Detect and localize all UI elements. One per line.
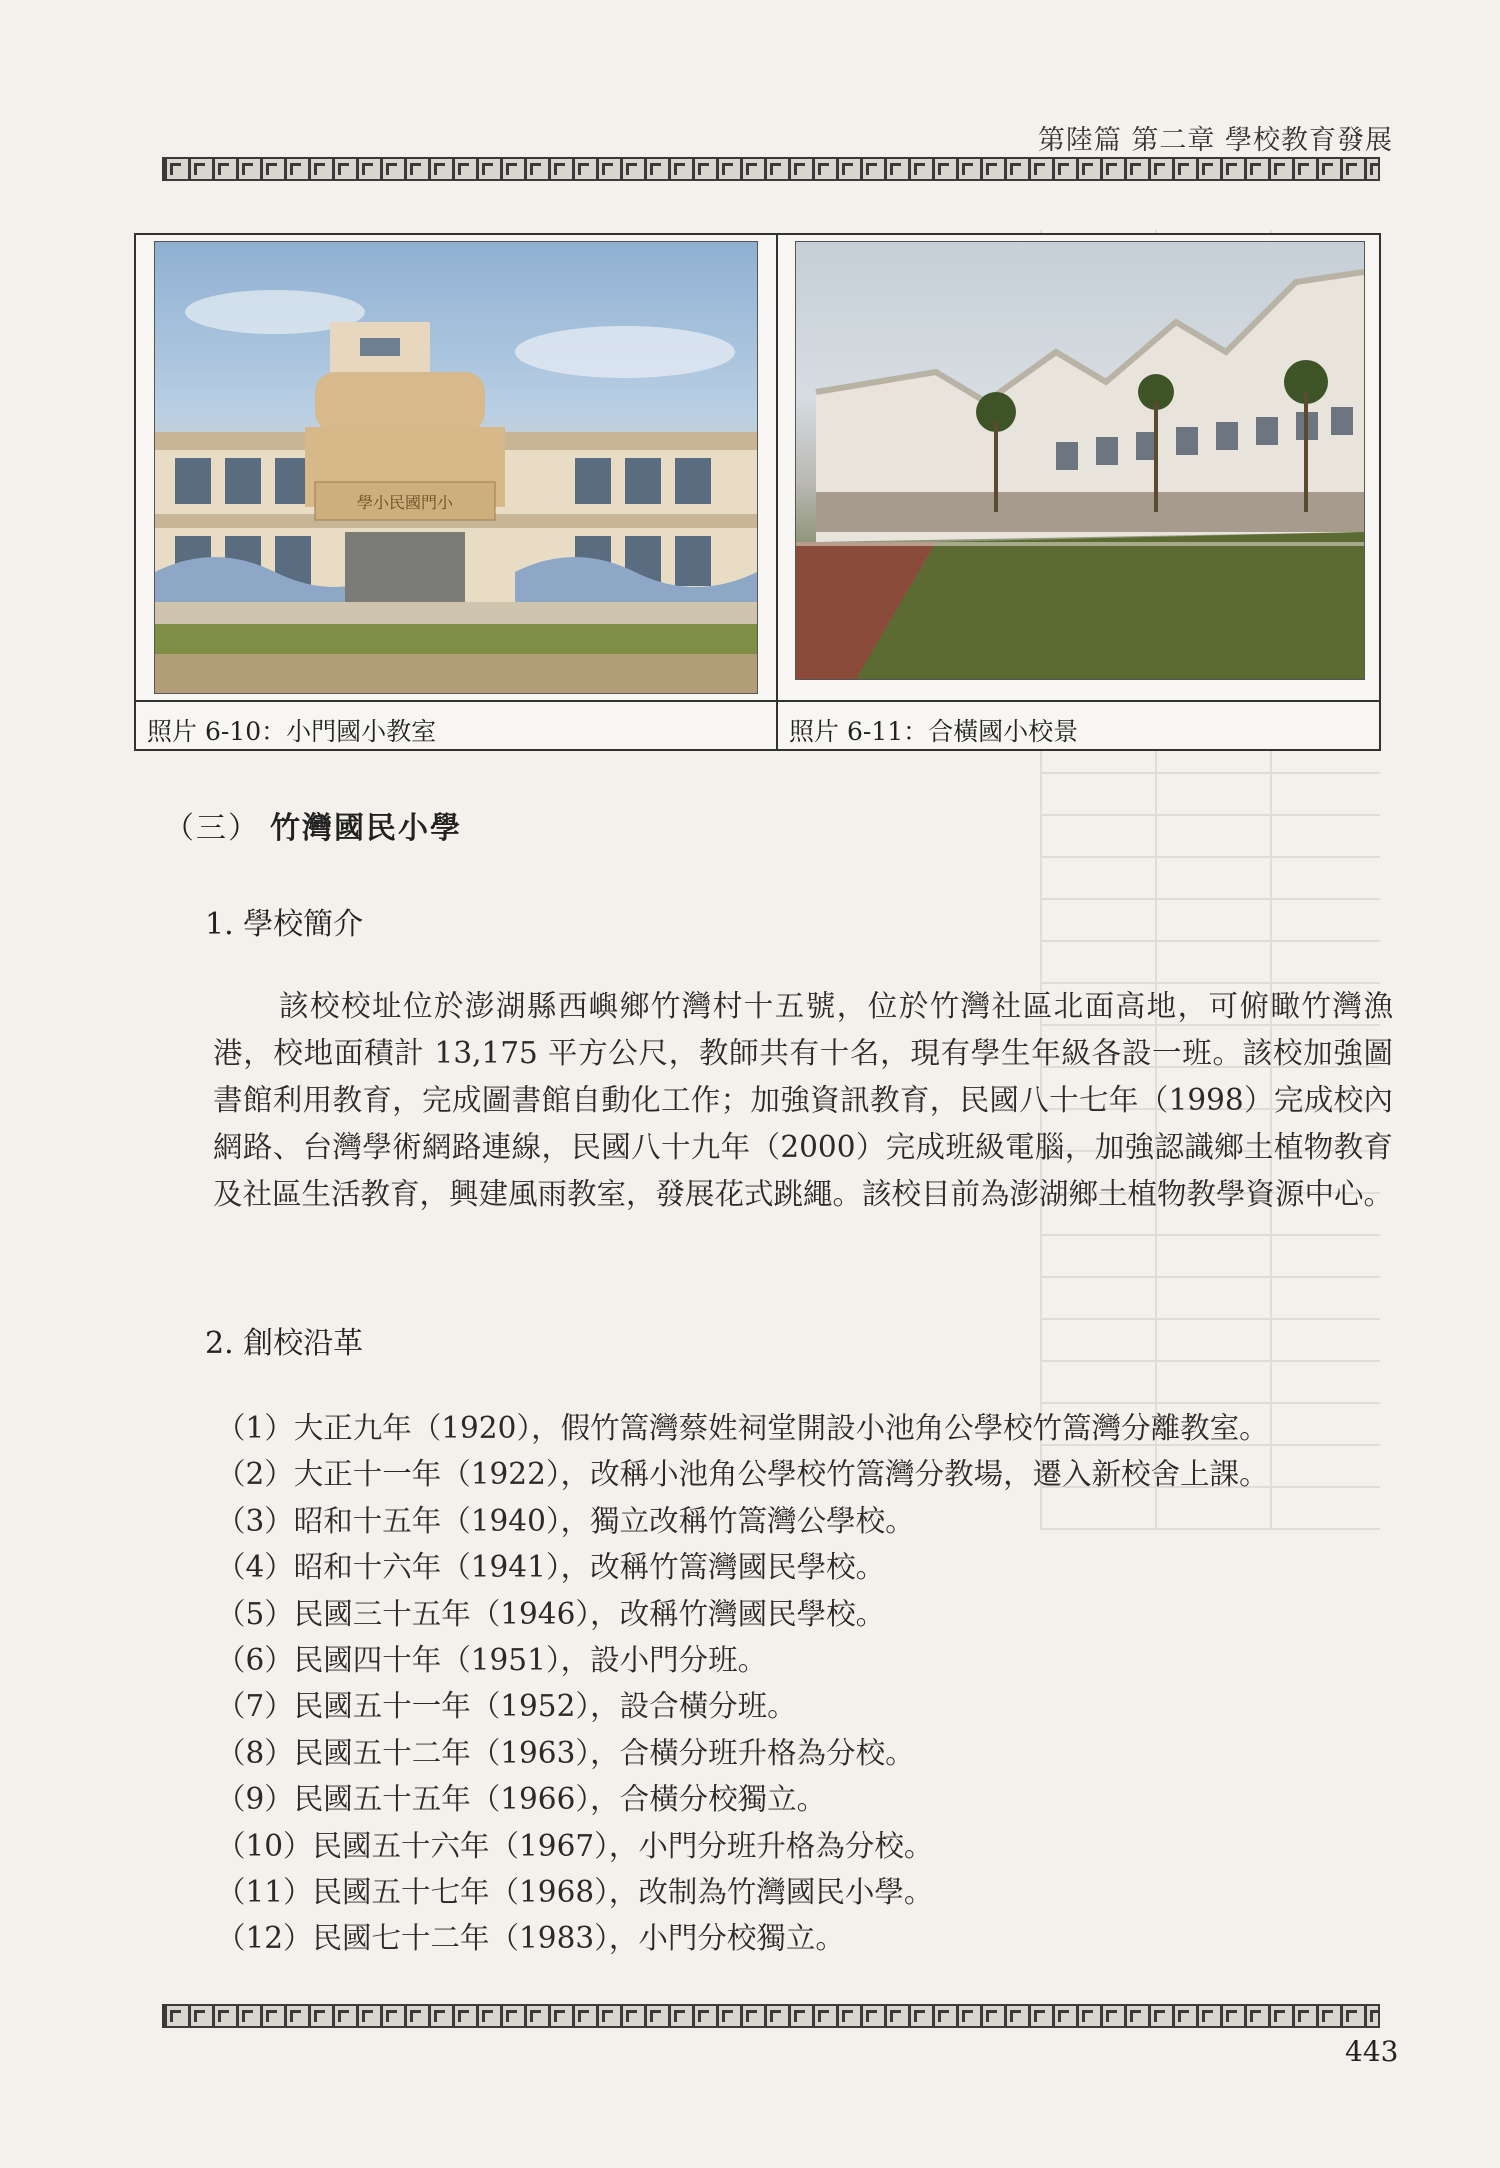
intro-text: 該校校址位於澎湖縣西嶼鄉竹灣村十五號，位於竹灣社區北面高地，可俯瞰竹灣漁港，校地面積計 13,175 平方公尺，教師共有十名，現有學生年級各設一班。該校加強圖書館利用教育，完成圖書館自動化工作；加強資訊教育，民國八十七年（1998）完成校內網路、台灣學術網路連線，民國八十九年（2000）完成班級電腦，加強認識鄉土植物教育及社區生活教育，興建風雨教室，發展花式跳繩。該校目前為澎湖鄉土植物教學資源中心。 bbox=[213, 989, 1394, 1211]
running-header: 第陸篇 第二章 學校教育發展 bbox=[1037, 125, 1393, 156]
photo-xiaomen-classroom bbox=[154, 241, 758, 694]
history-item: （2）大正十一年（1922），改稱小池角公學校竹篙灣分教場，遷入新校舍上課。 bbox=[216, 1457, 1269, 1492]
history-item: （8）民國五十二年（1963），合橫分班升格為分校。 bbox=[216, 1735, 915, 1770]
top-decorative-border bbox=[162, 157, 1380, 181]
intro-heading: 1. 學校簡介 bbox=[205, 907, 364, 942]
history-list bbox=[216, 1405, 1376, 1962]
section-number: （三） bbox=[164, 811, 260, 846]
history-item: （11）民國五十七年（1968），改制為竹灣國民小學。 bbox=[216, 1874, 934, 1909]
bottom-decorative-border bbox=[162, 2004, 1380, 2028]
intro-paragraph bbox=[213, 983, 1393, 1218]
history-item: （10）民國五十六年（1967），小門分班升格為分校。 bbox=[216, 1828, 934, 1863]
photo-caption-left: 照片 6-10：小門國小教室 bbox=[147, 717, 437, 746]
caption-rule bbox=[134, 700, 1381, 702]
section-title: 竹灣國民小學 bbox=[270, 811, 462, 846]
history-heading: 2. 創校沿革 bbox=[205, 1326, 364, 1361]
page-number: 443 bbox=[1345, 2035, 1399, 2068]
photo-heheng-campus bbox=[795, 241, 1365, 680]
history-item: （7）民國五十一年（1952），設合橫分班。 bbox=[216, 1689, 797, 1724]
campus-illustration bbox=[796, 242, 1364, 679]
history-item: （6）民國四十年（1951），設小門分班。 bbox=[216, 1642, 768, 1677]
school-building-illustration bbox=[155, 242, 757, 693]
history-item: （1）大正九年（1920），假竹篙灣蔡姓祠堂開設小池角公學校竹篙灣分離教室。 bbox=[216, 1411, 1269, 1445]
history-item: （3）昭和十五年（1940），獨立改稱竹篙灣公學校。 bbox=[216, 1503, 915, 1538]
history-item: （5）民國三十五年（1946），改稱竹灣國民學校。 bbox=[216, 1596, 886, 1631]
school-sign-text: 學小民國門小 bbox=[356, 493, 454, 512]
history-item: （9）民國五十五年（1966），合橫分校獨立。 bbox=[216, 1782, 827, 1817]
history-item: （4）昭和十六年（1941），改稱竹篙灣國民學校。 bbox=[216, 1550, 886, 1585]
photo-table-divider bbox=[776, 233, 778, 751]
photo-caption-right: 照片 6-11：合橫國小校景 bbox=[789, 717, 1079, 746]
history-item: （12）民國七十二年（1983），小門分校獨立。 bbox=[216, 1921, 845, 1956]
